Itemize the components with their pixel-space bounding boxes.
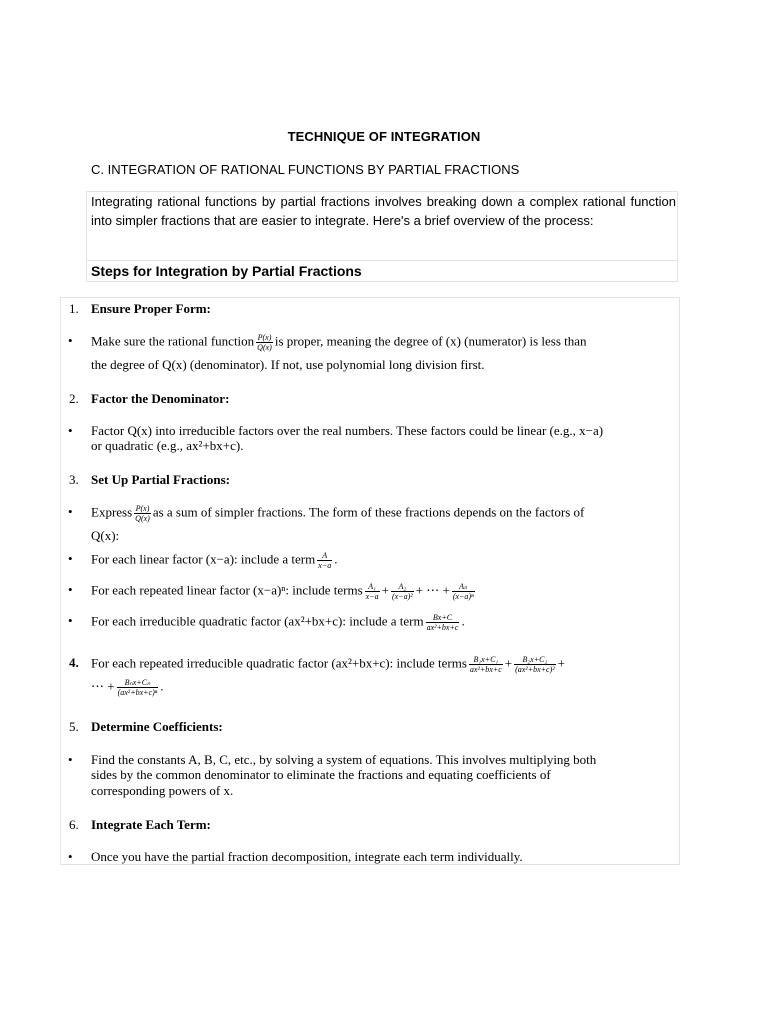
- bullet-text: Express $\frac{P(x)}{Q(x)}$ as a sum of simpler fractions. The form of these fractions depends on the factors of: [91, 504, 585, 523]
- bullet-text: sides by the common denominator to eliminate the fractions and equating coefficients of: [91, 767, 551, 782]
- steps-heading-box: [86, 261, 678, 282]
- bullet-icon: •: [68, 582, 73, 597]
- section-title: C. INTEGRATION OF RATIONAL FUNCTIONS BY PARTIAL FRACTIONS: [91, 162, 520, 177]
- bullet-text: For each repeated linear factor (x−a)ⁿ: include terms $\frac{\text{A₁}}{x-a}$ + $\frac{\text{A₂}}{\text{(x−a)²}}$ + ⋯ + $\frac{\text{Aₙ}}{\text{(x−a)ⁿ}}$: [91, 582, 474, 601]
- bullet-text: Find the constants A, B, C, etc., by solving a system of equations. This involves multiplying both: [91, 752, 597, 767]
- fraction-rep-quad-n: $\frac{\text{Bₙx+Cₙ}}{\text{(ax²+bx+c)ⁿ}}$: [117, 678, 158, 697]
- bullet-text: Q(x):: [91, 528, 120, 543]
- intro-box: [86, 191, 678, 261]
- fraction-rep-linear-2: $\frac{\text{A₂}}{\text{(x−a)²}}$: [391, 582, 413, 601]
- bullet-text: For each repeated irreducible quadratic factor (ax²+bx+c): include terms $\frac{\text{B₁x+C₁}}{\text{ax²+bx+c}}$ + $\frac{\text{B₂x+C₂}}{\text{(ax²+bx+c)²}}$ +: [91, 655, 566, 674]
- bullet-icon: •: [68, 504, 73, 519]
- fraction-p-over-q: $\frac{P(x)}{Q(x)}$: [257, 333, 272, 352]
- step-number: 5.: [69, 719, 79, 734]
- bullet-text: corresponding powers of x.: [91, 783, 234, 798]
- step-title: Ensure Proper Form:: [91, 301, 211, 316]
- step-number: 2.: [69, 391, 79, 406]
- step-number: 3.: [69, 472, 79, 487]
- bullet-icon: •: [68, 423, 73, 438]
- bullet-icon: •: [68, 752, 73, 767]
- fraction-linear: $\frac{A}{x-a}$: [318, 551, 332, 570]
- step-title: Set Up Partial Fractions:: [91, 472, 231, 487]
- bullet-icon: •: [68, 613, 73, 628]
- fraction-rep-linear-n: $\frac{\text{Aₙ}}{\text{(x−a)ⁿ}}$: [452, 582, 474, 601]
- step-number: 4.: [69, 655, 79, 670]
- steps-heading: Steps for Integration by Partial Fractions: [91, 263, 362, 279]
- steps-list: [60, 297, 680, 865]
- bullet-text: or quadratic (e.g., ax²+bx+c).: [91, 438, 244, 453]
- bullet-text: ⋯ + $\frac{\text{Bₙx+Cₙ}}{\text{(ax²+bx+c)ⁿ}}$ .: [91, 678, 164, 697]
- fraction-rep-quad-2: $\frac{\text{B₂x+C₂}}{\text{(ax²+bx+c)²}}$: [515, 655, 555, 674]
- intro-paragraph: Integrating rational functions by partial fractions involves breaking down a complex rational function into simpler fractions that are easier to integrate. Here's a brief overview of the process:: [91, 194, 676, 228]
- bullet-icon: •: [68, 849, 73, 864]
- fraction-rep-linear-1: $\frac{\text{A₁}}{x-a}$: [365, 582, 379, 601]
- page-title: TECHNIQUE OF INTEGRATION: [287, 129, 481, 144]
- bullet-text: For each irreducible quadratic factor (ax²+bx+c): include a term $\frac{Bx+C}{\text{ax²+bx+c}}$ .: [91, 613, 465, 632]
- bullet-icon: •: [68, 551, 73, 566]
- fraction-quadratic: $\frac{Bx+C}{\text{ax²+bx+c}}$: [426, 613, 459, 632]
- bullet-text: the degree of Q(x) (denominator). If not, use polynomial long division first.: [91, 357, 485, 372]
- bullet-text: Once you have the partial fraction decomposition, integrate each term individually.: [91, 849, 523, 864]
- fraction-p-over-q: $\frac{P(x)}{Q(x)}$: [135, 504, 150, 523]
- bullet-text: Make sure the rational function $\frac{P(x)}{Q(x)}$ is proper, meaning the degree of (x) (numerator) is less than: [91, 333, 587, 352]
- fraction-rep-quad-1: $\frac{\text{B₁x+C₁}}{\text{ax²+bx+c}}$: [469, 655, 502, 674]
- step-number: 1.: [69, 301, 79, 316]
- step-title: Determine Coefficients:: [91, 719, 223, 734]
- bullet-text: For each linear factor (x−a): include a term $\frac{A}{x-a}$ .: [91, 551, 338, 570]
- bullet-text: Factor Q(x) into irreducible factors over the real numbers. These factors could be linear (e.g., x−a): [91, 423, 604, 438]
- bullet-icon: •: [68, 333, 73, 348]
- step-number: 6.: [69, 817, 79, 832]
- step-title: Integrate Each Term:: [91, 817, 211, 832]
- step-title: Factor the Denominator:: [91, 391, 230, 406]
